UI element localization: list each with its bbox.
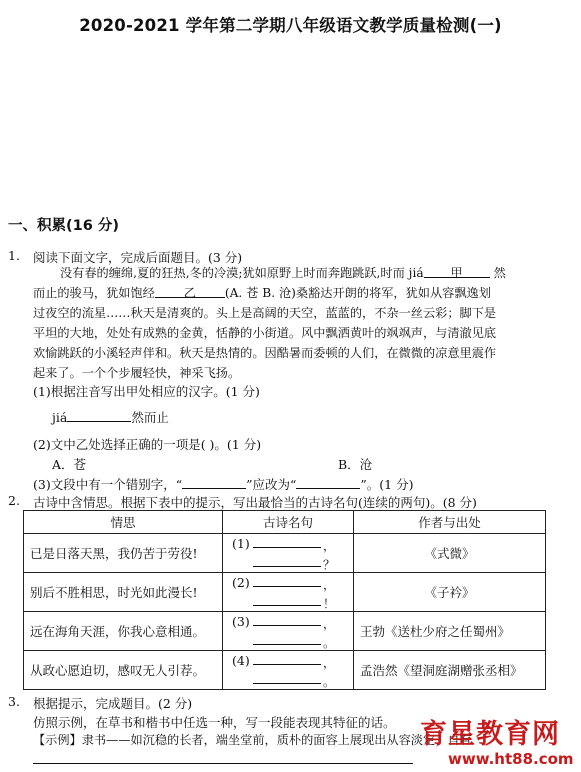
section-heading: 一、积累(16 分) bbox=[8, 218, 119, 234]
feeling-cell: 从政心愿迫切，感叹无人引荐。 bbox=[24, 651, 223, 690]
option-b[interactable]: B．沧 bbox=[338, 457, 373, 472]
punct: ？ bbox=[323, 558, 336, 572]
poem-answer-cell[interactable] bbox=[223, 651, 354, 690]
answer-blank-line[interactable] bbox=[253, 625, 321, 626]
table-header-row bbox=[24, 511, 546, 534]
sub-question-3-text-c: ”。(1 分) bbox=[360, 477, 414, 492]
source-cell: 王勃《送杜少府之任蜀州》 bbox=[354, 612, 546, 651]
question-3-example: 【示例】隶书——如沉稳的长者，端坐堂前，质朴的面容上展现出从容淡定，自有 bbox=[33, 733, 472, 747]
table-row bbox=[24, 534, 546, 573]
punct: 。 bbox=[323, 636, 336, 650]
answer-blank-line[interactable] bbox=[253, 547, 321, 548]
answer-blank-line[interactable] bbox=[253, 586, 321, 587]
question-2-prompt: 古诗中含情思。根据下表中的提示，写出最恰当的古诗名句(连续的两句)。(8 分) bbox=[33, 495, 477, 510]
punct: ， bbox=[323, 539, 336, 553]
feeling-cell: 已是日落天黑，我仍苦于劳役! bbox=[24, 534, 223, 573]
feeling-cell: 远在海角天涯，你我心意相通。 bbox=[24, 612, 223, 651]
answer-number: (3) bbox=[232, 614, 250, 629]
answer-blank-line[interactable] bbox=[253, 683, 321, 684]
blank-jia[interactable]: 甲 bbox=[424, 263, 490, 278]
poem-answer-cell[interactable] bbox=[223, 612, 354, 651]
punct: ！ bbox=[323, 597, 336, 611]
pinyin-jia: jiá bbox=[52, 410, 68, 425]
punct: ， bbox=[323, 656, 336, 670]
passage-line-1 bbox=[60, 263, 506, 283]
passage-line-2 bbox=[33, 283, 491, 303]
blank-yi[interactable]: 乙 bbox=[155, 283, 225, 298]
passage-line-4: 平坦的大地，处处有成熟的金黄，恬静的小街道。风中飘洒黄叶的飒飒声，与清澈见底 bbox=[33, 326, 497, 340]
question-2-number: 2. bbox=[8, 493, 20, 508]
answer-suffix: 然而止 bbox=[131, 410, 169, 425]
poem-answer-cell[interactable] bbox=[223, 573, 354, 612]
feeling-cell: 别后不胜相思，时光如此漫长! bbox=[24, 573, 223, 612]
punct: 。 bbox=[323, 675, 336, 689]
header-source: 作者与出处 bbox=[354, 511, 546, 534]
page-title: 2020-2021 学年第二学期八年级语文教学质量检测(一) bbox=[79, 16, 502, 35]
wrong-char-blank[interactable] bbox=[182, 474, 246, 489]
passage-line-2-text: 而止的骏马，犹如饱经 bbox=[33, 286, 155, 300]
answer-blank-line[interactable] bbox=[253, 664, 321, 665]
table-row bbox=[24, 612, 546, 651]
correct-char-blank[interactable] bbox=[296, 474, 360, 489]
answer-number: (1) bbox=[232, 536, 250, 551]
answer-blank-line[interactable] bbox=[253, 605, 321, 606]
punct: ， bbox=[323, 578, 336, 592]
sub-question-3-text-b: ”应改为“ bbox=[246, 477, 297, 492]
answer-blank-jia[interactable] bbox=[67, 407, 131, 422]
poem-answer-cell[interactable] bbox=[223, 534, 354, 573]
question-1-prompt: 阅读下面文字，完成后面题目。(3 分) bbox=[33, 250, 243, 265]
answer-blank-line[interactable] bbox=[253, 566, 321, 567]
sub-question-1-answer bbox=[52, 407, 169, 426]
answer-line[interactable] bbox=[33, 763, 413, 764]
punct: ， bbox=[323, 617, 336, 631]
watermark-url: www.ht88.com bbox=[448, 750, 574, 768]
question-1-number: 1. bbox=[8, 248, 20, 263]
source-cell: 《式微》 bbox=[354, 534, 546, 573]
sub-question-2: (2)文中乙处选择正确的一项是( )。(1 分) bbox=[33, 437, 262, 452]
table-row bbox=[24, 651, 546, 690]
header-poem-line: 古诗名句 bbox=[223, 511, 354, 534]
question-3-number: 3. bbox=[8, 694, 20, 709]
passage-line-5: 欢愉跳跃的小溪轻声伴和。秋天是热情的。因酷暑而委顿的人们，在微微的凉意里震作 bbox=[33, 346, 497, 360]
source-cell: 《子衿》 bbox=[354, 573, 546, 612]
sub-question-3 bbox=[33, 474, 413, 493]
poem-table bbox=[23, 510, 546, 690]
watermark-brand: 育星教育网 bbox=[420, 719, 560, 750]
passage-line-2-end: (A. 苍 B. 沧)桑豁达开朗的将军，犹如从容飘逸划 bbox=[224, 286, 491, 300]
passage-line-1-text: 没有春的缠绵,夏的狂热,冬的冷漠;犹如原野上时而奔跑跳跃,时而 jiá bbox=[60, 266, 424, 280]
passage-line-6: 起来了。一个个步履轻快，神采飞扬。 bbox=[33, 366, 241, 380]
watermark bbox=[420, 712, 574, 768]
sub-question-1: (1)根据注音写出甲处相应的汉字。(1 分) bbox=[33, 384, 260, 399]
table-row bbox=[24, 573, 546, 612]
passage-line-1-end: 然 bbox=[493, 266, 506, 280]
option-a[interactable]: A．苍 bbox=[52, 457, 87, 472]
question-3-prompt: 根据提示，完成题目。(2 分) bbox=[33, 696, 193, 711]
answer-blank-line[interactable] bbox=[253, 644, 321, 645]
answer-number: (2) bbox=[232, 575, 250, 590]
header-feeling: 情思 bbox=[24, 511, 223, 534]
source-cell: 孟浩然《望洞庭湖赠张丞相》 bbox=[354, 651, 546, 690]
question-3-instruction: 仿照示例，在草书和楷书中任选一种，写一段能表现其特征的话。 bbox=[33, 715, 396, 730]
passage-line-3: 过夜空的流星……秋天是清爽的。头上是高阔的天空，蓝蓝的，不杂一丝云彩；脚下是 bbox=[33, 306, 497, 320]
sub-question-3-text-a: (3)文段中有一个错别字，“ bbox=[33, 477, 183, 492]
answer-number: (4) bbox=[232, 653, 250, 668]
